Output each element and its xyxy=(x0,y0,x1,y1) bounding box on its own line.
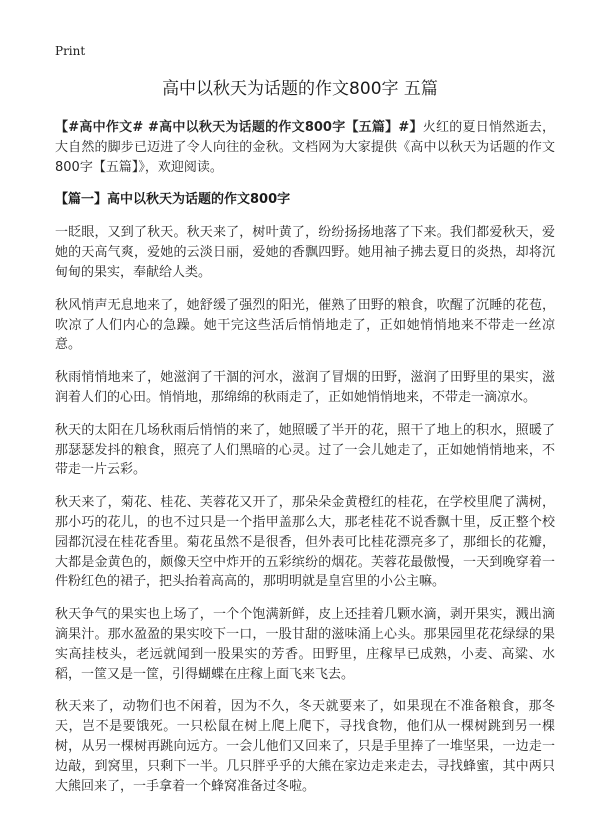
intro-tags: 【#高中作文# #高中以秋天为话题的作文800字【五篇】#】 xyxy=(55,120,423,135)
paragraph-5: 秋天来了，菊花、桂花、芙蓉花又开了，那朵朵金黄橙红的桂花，在学校里爬了满树，那小巧的花儿，的也不过只是一个指甲盖那么大，那老桂花不说香飘十里，反正整个校园都沉浸在桂花香里。菊花虽然不是很香，但外表可比桂花漂亮多了，那细长的花瓣，大都是金黄色的，颇像天空中炸开的五彩缤纷的烟花。芙蓉花最傲慢，一天到晚穿着一件粉红色的裙子，把头抬着高高的，那明明就是皇宫里的小公主嘛。 xyxy=(55,495,555,590)
article-body xyxy=(55,118,555,809)
paragraph-6: 秋天争气的果实也上场了，一个个饱满新鲜，皮上还挂着几颗水滴，剥开果实，溅出滴滴果汁。那水盈盈的果实咬下一口，一股甘甜的滋味涌上心头。那果园里花花绿绿的果实高挂枝头，老远就闻到一股果实的芳香。田野里，庄稼早已成熟，小麦、高粱、水稻，一筐又是一筐，引得蝴蝶在庄稼上面飞来飞去。 xyxy=(55,607,555,682)
paragraph-4: 秋天的太阳在几场秋雨后悄悄的来了，她照暖了半开的花，照干了地上的积水，照暖了那瑟瑟发抖的粮食，照亮了人们黑暗的心灵。过了一会儿她走了，正如她悄悄地来，不带走一片云彩。 xyxy=(55,422,555,478)
intro-paragraph xyxy=(55,118,555,177)
paragraph-3: 秋雨悄悄地来了，她滋润了干涸的河水，滋润了冒烟的田野，滋润了田野里的果实，滋润着人们的心田。悄悄地，那绵绵的秋雨走了，正如她悄悄地来，不带走一滴凉水。 xyxy=(55,370,555,405)
paragraph-1: 一眨眼，又到了秋天。秋天来了，树叶黄了，纷纷扬扬地落了下来。我们都爱秋天，爱她的天高气爽，爱她的云淡日丽，爱她的香飘四野。她用袖子拂去夏日的炎热，却将沉甸甸的果实，奉献给人类。 xyxy=(55,225,555,280)
paragraph-2: 秋风悄声无息地来了，她舒缓了强烈的阳光，催熟了田野的粮食，吹醒了沉睡的花苞，吹凉了人们内心的急躁。她干完这些活后悄悄地走了，正如她悄悄地来不带走一丝凉意。 xyxy=(55,297,555,353)
print-link[interactable]: Print xyxy=(55,44,86,58)
intro-text: 火红的夏日悄然逝去，大自然的脚步已迈进了令人向往的金秋。文档网为大家提供《高中以秋天为话题的作文800字【五篇】》，欢迎阅读。 xyxy=(55,120,555,175)
paragraph-7: 秋天来了，动物们也不闲着，因为不久，冬天就要来了，如果现在不准备粮食，那冬天，岂不是要饿死。一只松鼠在树上爬上爬下，寻找食物，他们从一棵树跳到另一棵树，从另一棵树再跳向远方。一会儿他们又回来了，只是手里捧了一堆坚果，一边走一边敲，到窝里，只剩下一半。几只胖乎乎的大熊在家边走来走去，寻找蜂蜜，其中两只大熊回来了，一手拿着一个蜂窝准备过冬啦。 xyxy=(55,699,555,794)
page-title: 高中以秋天为话题的作文800字 五篇 xyxy=(162,79,438,99)
section-heading: 【篇一】高中以秋天为话题的作文800字 xyxy=(55,192,291,208)
